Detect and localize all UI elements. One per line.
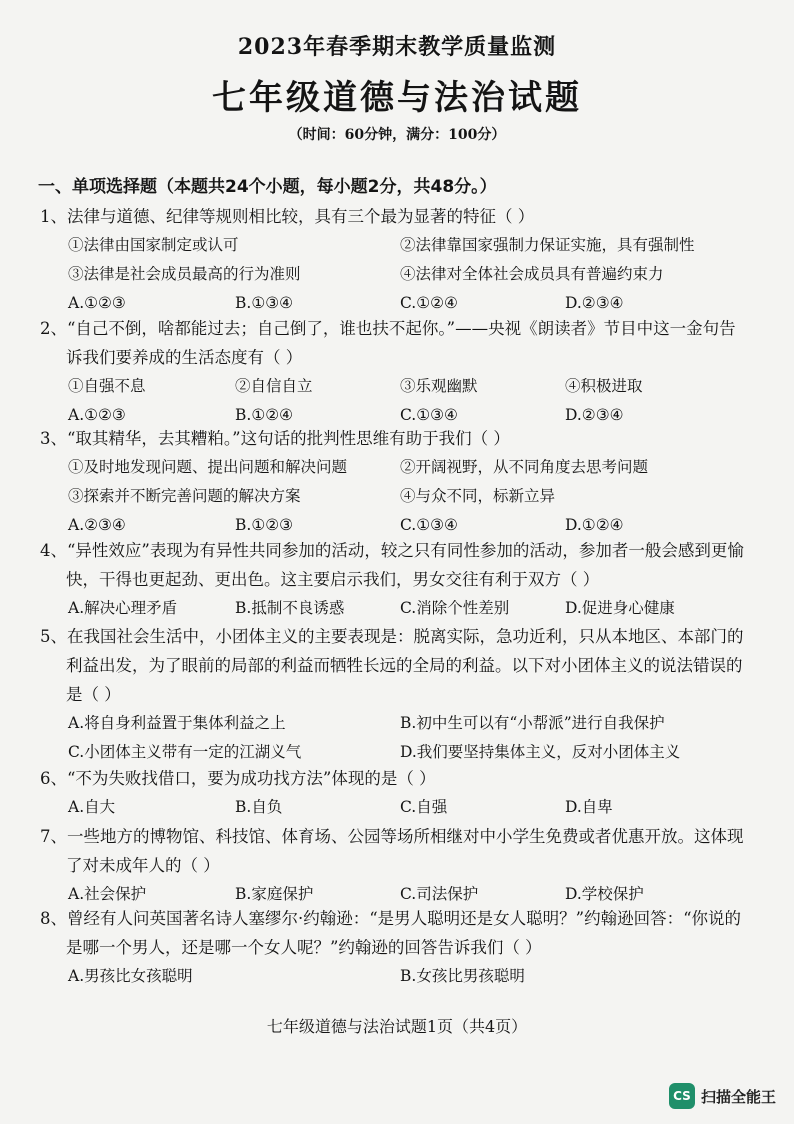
question-5 [40,622,752,767]
option-a: A.自大 [68,798,116,816]
question-2 [40,314,752,430]
option-a: A.社会保护 [68,885,147,903]
option-c: C.①②④ [400,294,458,312]
option-a: A.①②③ [68,406,126,424]
option-b: B.抵制不良诱惑 [235,599,345,617]
question-stem: 1、法律与道德、纪律等规则相比较，具有三个最为显著的特征（ ） [40,207,535,226]
statement-1: ①法律由国家制定或认可 [68,236,239,254]
exam-subtitle: 2023年春季期末教学质量监测 [237,34,557,60]
statement-1: ①及时地发现问题、提出问题和解决问题 [68,458,348,476]
question-stem: 7、一些地方的博物馆、科技馆、体育场、公园等场所相继对中小学生免费或者优惠开放。这体现了对未成年人的（ ） [40,827,744,875]
option-d: D.①②④ [565,516,624,534]
option-b: B.①②④ [235,406,294,424]
section-heading: 一、单项选择题（本题共24个小题，每小题2分，共48分。） [38,177,497,197]
question-stem: 2、“自己不倒，啥都能过去；自己倒了，谁也扶不起你。”——央视《朗读者》节目中这一金句告诉我们要养成的生活态度有（ ） [40,319,736,367]
option-c: C.①③④ [400,516,458,534]
statement-2: ②自信自立 [235,377,313,395]
option-a: A.将自身利益置于集体利益之上 [68,714,286,732]
option-c: C.①③④ [400,406,458,424]
statement-4: ④积极进取 [565,377,643,395]
option-d: D.②③④ [565,294,624,312]
option-b: B.家庭保护 [235,885,314,903]
option-d: D.学校保护 [565,885,644,903]
page-footer: 七年级道德与法治试题1页（共4页） [266,1017,528,1036]
statement-2: ②法律靠国家强制力保证实施，具有强制性 [400,236,695,254]
question-3 [40,424,752,540]
question-7 [40,822,752,909]
option-d: D.②③④ [565,406,624,424]
question-8 [40,904,752,991]
option-c: C.司法保护 [400,885,479,903]
statement-3: ③探索并不断完善问题的解决方案 [68,487,301,505]
option-c: C.消除个性差别 [400,599,510,617]
option-b: B.女孩比男孩聪明 [400,967,525,985]
statement-4: ④与众不同，标新立异 [400,487,556,505]
option-d: D.自卑 [565,798,613,816]
option-b: B.①③④ [235,294,294,312]
camscanner-logo-icon: CS [669,1083,695,1109]
statement-2: ②开阔视野，从不同角度去思考问题 [400,458,649,476]
option-a: A.解决心理矛盾 [68,599,178,617]
exam-title: 七年级道德与法治试题 [212,78,582,118]
option-b: B.①②③ [235,516,294,534]
watermark-label: 扫描全能王 [700,1087,776,1106]
exam-meta: （时间：60分钟，满分：100分） [288,127,506,143]
option-a: A.男孩比女孩聪明 [68,967,193,985]
option-c: C.小团体主义带有一定的江湖义气 [68,743,302,761]
question-stem: 3、“取其精华，去其糟粕。”这句话的批判性思维有助于我们（ ） [40,429,510,448]
statement-3: ③法律是社会成员最高的行为准则 [68,265,301,283]
option-b: B.自负 [235,798,283,816]
scanner-watermark [669,1083,776,1109]
question-stem: 5、在我国社会生活中，小团体主义的主要表现是：脱离实际，急功近利，只从本地区、本部门的利益出发，为了眼前的局部的利益而牺牲长远的全局的利益。以下对小团体主义的说法错误的是（ ） [40,627,744,704]
question-stem: 4、“异性效应”表现为有异性共同参加的活动，较之只有同性参加的活动，参加者一般会感到更愉快，干得也更起劲、更出色。这主要启示我们，男女交往有利于双方（ ） [40,541,744,589]
option-a: A.①②③ [68,294,126,312]
question-stem: 6、“不为失败找借口，要为成功找方法”体现的是（ ） [40,769,436,788]
question-stem: 8、曾经有人问英国著名诗人塞缪尔·约翰逊：“是男人聪明还是女人聪明？”约翰逊回答：“你说的是哪一个男人，还是哪一个女人呢？”约翰逊的回答告诉我们（ ） [40,909,742,957]
option-a: A.②③④ [68,516,126,534]
statement-3: ③乐观幽默 [400,377,478,395]
question-4 [40,536,752,623]
option-c: C.自强 [400,798,448,816]
question-1 [40,202,752,318]
option-d: D.我们要坚持集体主义，反对小团体主义 [400,743,681,761]
option-d: D.促进身心健康 [565,599,675,617]
option-b: B.初中生可以有“小帮派”进行自我保护 [400,714,665,732]
question-6 [40,764,752,822]
statement-1: ①自强不息 [68,377,146,395]
statement-4: ④法律对全体社会成员具有普遍约束力 [400,265,664,283]
